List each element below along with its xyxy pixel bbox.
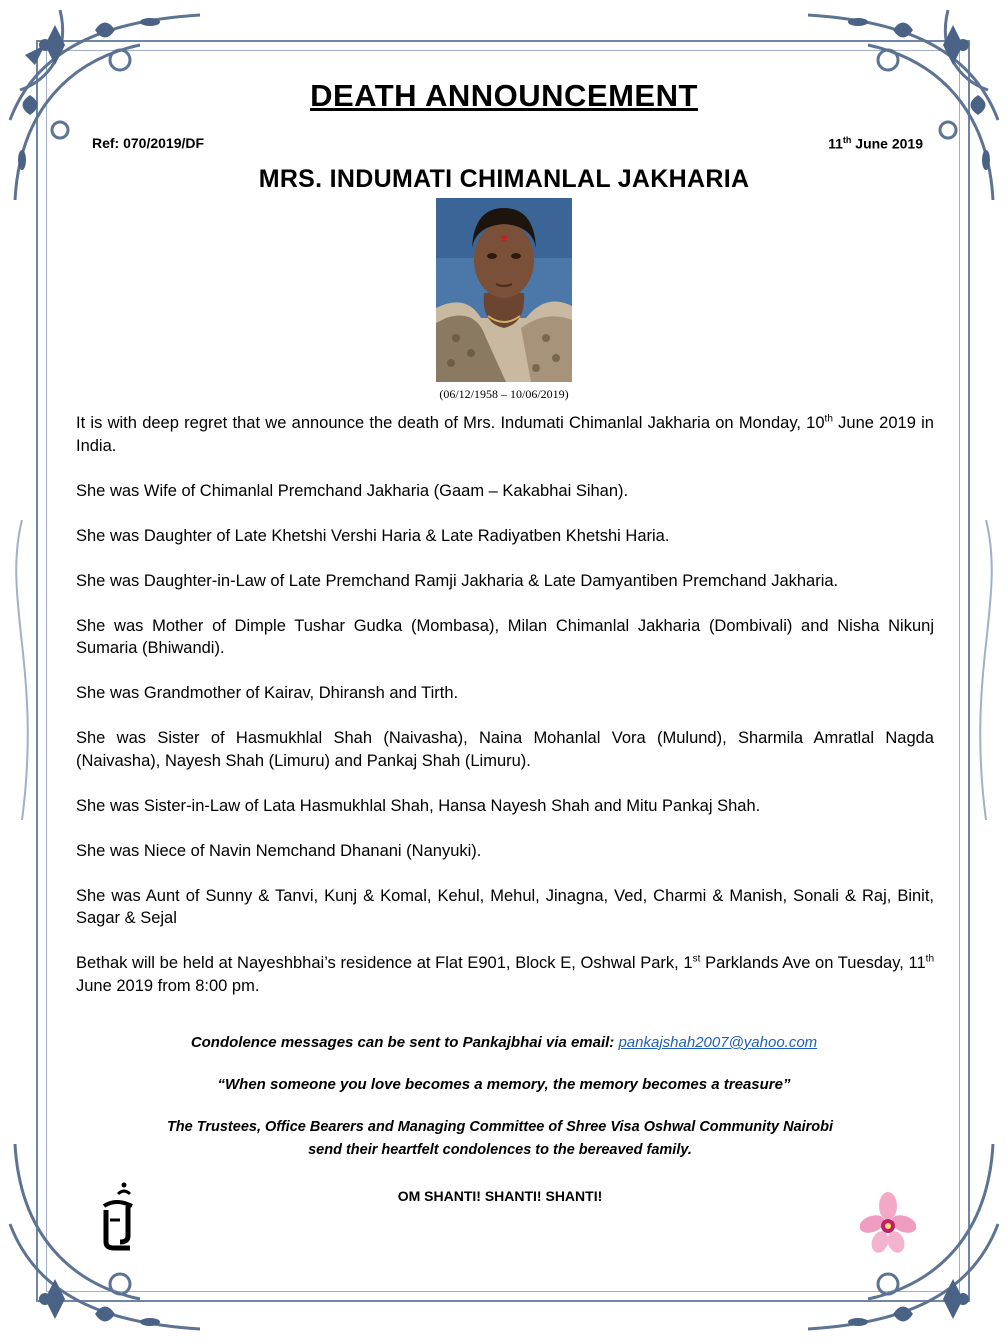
paragraph-bethak: Bethak will be held at Nayeshbhai’s residence at Flat E901, Block E, Oshwal Park, 1st Parklands Ave on Tuesday, 11th June 2019 from 8:00 pm. [76, 953, 935, 995]
paragraph-sister-of: She was Sister of Hasmukhlal Shah (Naivasha), Naina Mohanlal Vora (Mulund), Sharmila Amratlal Nagda (Naivasha), Nayesh Shah (Limuru) and Pankaj Shah (Limuru). [76, 729, 934, 770]
orchid-flower-icon [860, 1192, 916, 1254]
paragraph-daughter-in-law-of: She was Daughter-in-Law of Late Premchand Ramji Jakharia & Late Damyantiben Premchand Jakharia. [76, 571, 839, 590]
paragraph-niece-of: She was Niece of Navin Nemchand Dhanani (Nanyuki). [76, 841, 482, 860]
lifespan-dates: (06/12/1958 – 10/06/2019) [439, 387, 569, 401]
paragraph-aunt-of: She was Aunt of Sunny & Tanvi, Kunj & Komal, Kehul, Mehul, Jinagna, Ved, Charmi & Manish, Sonali & Raj, Binit, Sagar & Sejal [76, 886, 934, 927]
paragraph-sister-in-law-of: She was Sister-in-Law of Lata Hasmukhlal Shah, Hansa Nayesh Shah and Mitu Pankaj Shah. [76, 796, 761, 815]
deceased-name: MRS. INDUMATI CHIMANLAL JAKHARIA [258, 165, 750, 193]
paragraph-announcement: It is with deep regret that we announce the death of Mrs. Indumati Chimanlal Jakharia on Monday, 10th June 2019 in India. [76, 413, 934, 455]
paragraph-grandmother-of: She was Grandmother of Kairav, Dhiransh and Tirth. [76, 684, 459, 702]
paragraph-wife-of: She was Wife of Chimanlal Premchand Jakharia (Gaam – Kakabhai Sihan). [76, 481, 629, 500]
trustees-condolence [0, 1116, 1000, 1162]
memory-quote: “When someone you love becomes a memory, the memory becomes a treasure” [217, 1076, 791, 1093]
date-day: 11 [828, 135, 843, 152]
announcement-date [828, 135, 923, 152]
paragraph-daughter-of: She was Daughter of Late Khetshi Vershi Haria & Late Radiyatben Khetshi Haria. [76, 526, 670, 545]
date-rest: June 2019 [851, 135, 923, 152]
condolence-line [0, 1034, 1008, 1051]
om-shanti: OM SHANTI! SHANTI! SHANTI! [397, 1188, 603, 1204]
email-link[interactable]: pankajshah2007@yahoo.com [618, 1034, 818, 1051]
page-title: DEATH ANNOUNCEMENT [310, 78, 698, 113]
trustees-line-2: send their heartfelt condolences to the bereaved family. [308, 1142, 692, 1158]
corner-ornament-top-left [0, 0, 230, 230]
portrait-photo [436, 198, 572, 382]
trustees-line-1: The Trustees, Office Bearers and Managing Committee of Shree Visa Oshwal Community Nairobi [166, 1119, 834, 1135]
reference-number: Ref: 070/2019/DF [92, 135, 205, 151]
side-ornament-right [966, 520, 1006, 820]
corner-ornament-top-right [778, 0, 1008, 230]
paragraph-mother-of: She was Mother of Dimple Tushar Gudka (Mombasa), Milan Chimanlal Jakharia (Dombivali) and Nisha Nikunj Sumaria (Bhiwandi). [76, 616, 934, 657]
condolence-text: Condolence messages can be sent to Pankajbhai via email: [190, 1034, 619, 1051]
date-suffix: th [842, 135, 852, 145]
announcement-body [76, 412, 934, 1020]
jain-symbol-icon [98, 1180, 138, 1252]
side-ornament-left [2, 520, 42, 820]
